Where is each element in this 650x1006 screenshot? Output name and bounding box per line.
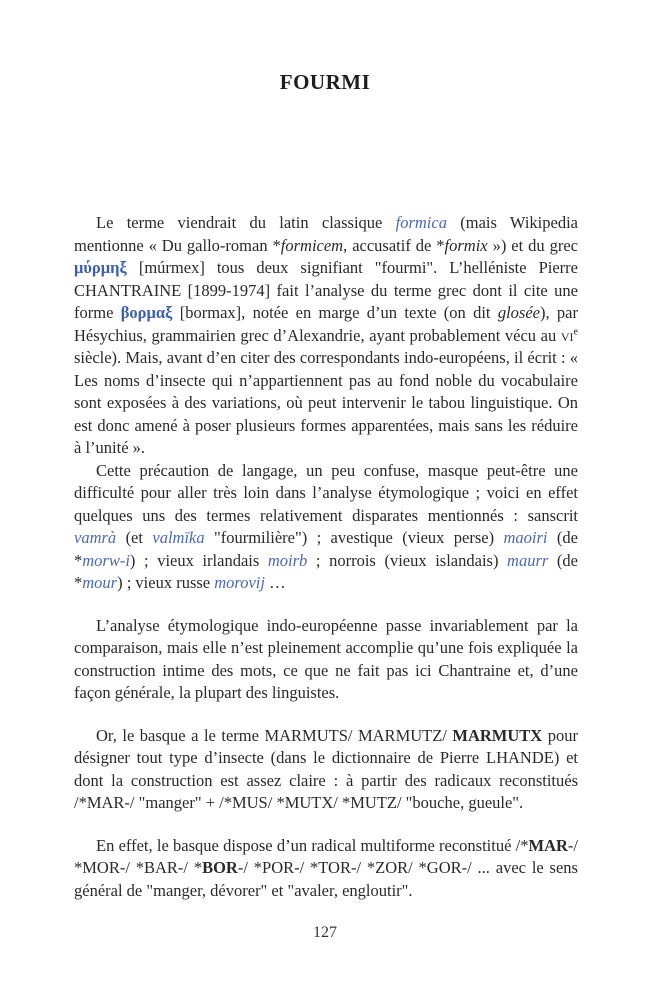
term-moirb: moirb (267, 550, 308, 570)
term-formica: formica (395, 213, 447, 232)
radical-bor: BOR (202, 858, 238, 877)
paragraph-3: L’analyse étymologique indo-européenne passe invariablement par la comparaison, mais elle n’est pleinement accomplie qu’une fois expliquée la construction intime des mots, ce que ne fait pas ici Chantraine et, d’une façon générale, la plupart des linguistes. (74, 615, 578, 702)
century-numeral: vi (560, 325, 574, 345)
chapter-title: FOURMI (279, 70, 371, 94)
superscript-e: e (573, 326, 578, 337)
term-morw-i: morw-i (82, 550, 130, 570)
greek-bormax: βορμαξ (120, 303, 173, 322)
term-mour: mour (82, 573, 118, 592)
radical-mar: MAR (528, 835, 568, 855)
term-maurr: maurr (507, 550, 549, 570)
paragraph-2: Cette précaution de langage, un peu confuse, masque peut-être une difficulté pour aller très loin dans l’analyse étymologique ; voici en effet quelques uns des termes relativement disparates mentionnés : sanscrit vamrà (et valmīka "fourmilière") ; avestique (vieux perse) maoiri (de *morw-i) ; vieux irlandais moirb ; norrois (vieux islandais) maurr (de *mour) ; vieux russe morovij … (74, 460, 578, 592)
term-marmutx: MARMUTX (452, 725, 543, 745)
paragraph-5: En effet, le basque dispose d’un radical multiforme reconstitué /*MAR-/ *MOR-/ *BAR-/ *BOR-/ *POR-/ *TOR-/ *ZOR/ *GOR-/ ... avec le sens général de "manger, dévorer" et "avaler, engloutir". (74, 835, 578, 900)
greek-murmex: μύρμηξ (74, 258, 127, 277)
paragraph-1: Le terme viendrait du latin classique formica (mais Wikipedia mentionne « Du gallo-roman *formicem, accusatif de *formix ») et du grec μύρμηξ [múrmex] tous deux signifiant "fourmi". L’helléniste Pierre CHANTRAINE [1899-1974] fait l’analyse du terme grec dont il cite une forme βορμαξ [bormax], notée en marge d’un texte (on dit glosée), par Hésychius, grammairien grec d’Alexandrie, ayant probablement vécu au $vi^e$ siècle). Mais, avant d’en citer des correspondants indo-européens, il écrit : « Les noms d’insecte qui n’appartiennent pas au fond noble du vocabulaire sont exposées à des variations, où peut intervenir le tabou linguistique. On est donc amené à poser plusieurs formes apparentées, mais sans les réduire à l’unité ». (74, 213, 578, 457)
page-number: 127 (313, 924, 337, 941)
paragraph-4: Or, le basque a le terme MARMUTS/ MARMUTZ/ MARMUTX pour désigner tout type d’insecte (dans le dictionnaire de Pierre LHANDE) et dont la construction est assez claire : à partir des radicaux reconstitués /*MAR-/ "manger" + /*MUS/ *MUTX/ *MUTZ/ "bouche, gueule". (74, 725, 578, 812)
term-morovij: morovij (214, 573, 265, 592)
term-formix: formix (444, 235, 488, 255)
body-text (74, 212, 578, 902)
term-maoiri: maoiri (503, 528, 548, 547)
term-formicem: formicem (280, 235, 344, 255)
term-vamra: vamrà (74, 528, 117, 547)
term-valmika: valmīka (152, 528, 205, 547)
term-glosee: glosée (497, 303, 540, 322)
